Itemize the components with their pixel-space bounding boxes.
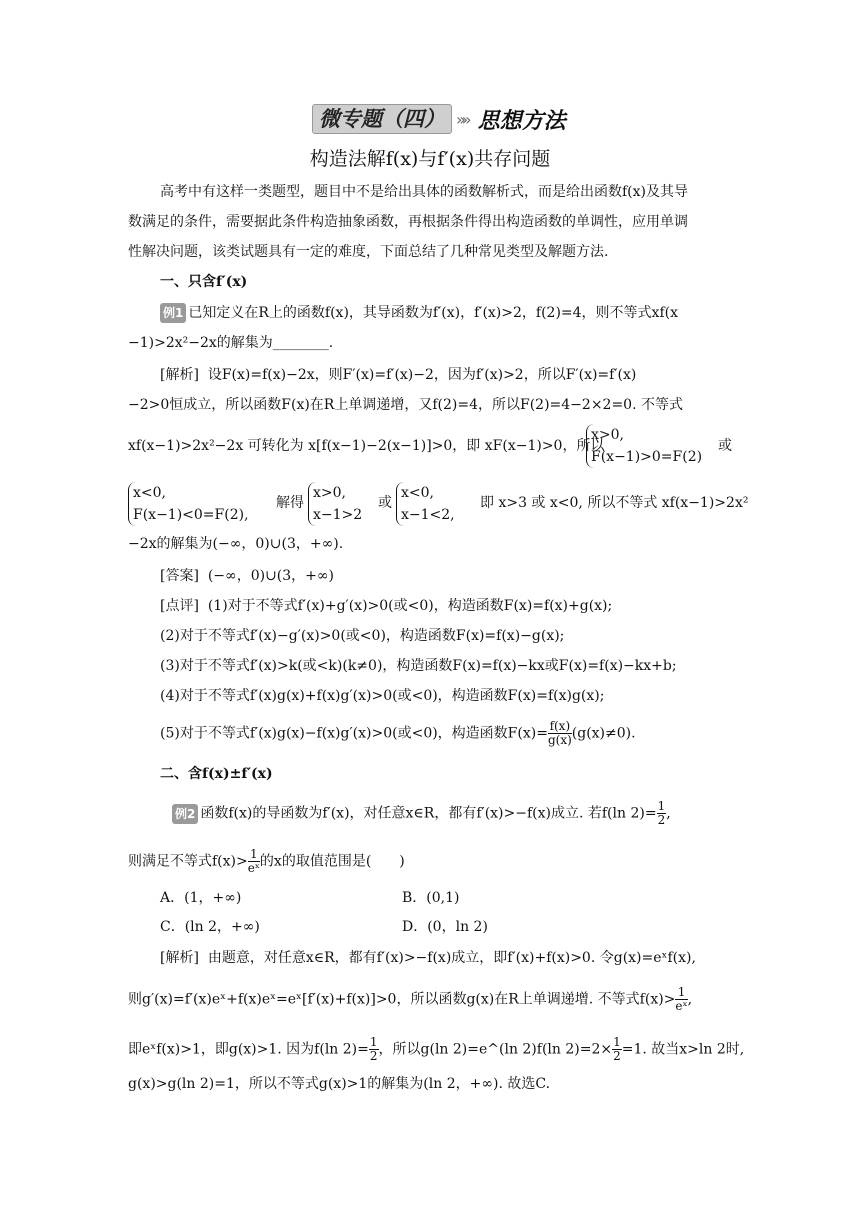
inequality-system: x<0, F(x−1)<0=F(2),	[128, 482, 249, 526]
answer-tag: [答案]	[160, 568, 199, 584]
example-badge: 例2	[172, 804, 198, 824]
option-d[interactable]: D．(0，ln 2)	[402, 919, 488, 935]
comment-line: [点评] (1)对于不等式f′(x)+g′(x)>0(或<0)，构造函数F(x)=f(x)+g(x);	[160, 598, 613, 614]
or-text: 或	[718, 438, 732, 454]
intro-line: 高考中有这样一类题型，题目中不是给出具体的函数解析式，而是给出函数f(x)及其导	[160, 184, 688, 200]
analysis1-line: xf(x−1)>2x²−2x 可转化为 x[f(x−1)−2(x−1)]>0，即 xF(x−1)>0，所以	[128, 438, 605, 454]
fraction-exp: $\frac{1}{\text{eˣ}}$	[675, 985, 688, 1013]
comment-line: (4)对于不等式f′(x)g(x)+f(x)g′(x)>0(或<0)，构造函数F(x)=f(x)g(x);	[160, 688, 605, 704]
option-a[interactable]: A．(1，+∞)	[160, 890, 242, 906]
analysis1-line: 即 x>3 或 x<0, 所以不等式 xf(x−1)>2x²	[480, 495, 749, 511]
example-badge: 例1	[160, 303, 186, 323]
inequality-system: x>0, x−1>2	[308, 482, 362, 526]
analysis2-line: 即eˣf(x)>1，即g(x)>1. 因为f(ln 2)= $\frac{1}{2}$ ，所以g(ln 2)=e^(ln 2)f(ln 2)=2× $\frac{1}{2}$ =1. 故当x>ln 2时,	[128, 1035, 745, 1063]
header-title: 思想方法	[477, 108, 566, 134]
example1-line: −1)>2x²−2x的解集为________.	[128, 335, 334, 351]
comment-line: (3)对于不等式f′(x)>k(或<k)(k≠0)，构造函数F(x)=f(x)−kx或F(x)=f(x)−kx+b;	[160, 658, 677, 674]
chevron-icon: »»	[456, 109, 468, 129]
example1-line: 例1 已知定义在R上的函数f(x)，其导函数为f′(x)，f′(x)>2，f(2)=4，则不等式xf(x	[160, 303, 678, 323]
comment-line: (2)对于不等式f′(x)−g′(x)>0(或<0)，构造函数F(x)=f(x)−g(x);	[160, 628, 565, 644]
page-subtitle: 构造法解f(x)与f′(x)共存问题	[309, 148, 551, 170]
analysis2-line: [解析] 由题意，对任意x∈R，都有f′(x)>−f(x)成立，即f′(x)+f(x)>0. 令g(x)=eˣf(x),	[160, 950, 696, 966]
fraction-half: $\frac{1}{2}$	[657, 799, 666, 827]
example2-line: 例2 函数f(x)的导函数为f′(x)，对任意x∈R，都有f′(x)>−f(x)成立. 若f(ln 2)= $\frac{1}{2}$ ,	[172, 800, 671, 827]
analysis1-line: −2x的解集为(−∞，0)∪(3，+∞).	[128, 536, 344, 552]
comment-tag: [点评]	[160, 598, 199, 614]
topic-badge: 微专题（四）	[312, 104, 452, 134]
analysis-tag: [解析]	[160, 950, 199, 966]
analysis1-line: [解析] 设F(x)=f(x)−2x，则F′(x)=f′(x)−2，因为f′(x)>2，所以F′(x)=f′(x)	[160, 367, 637, 383]
inequality-system: x<0, x−1<2,	[396, 482, 455, 526]
option-c[interactable]: C．(ln 2，+∞)	[160, 919, 260, 935]
solve-text: 解得	[276, 495, 304, 511]
intro-line: 数满足的条件，需要据此条件构造抽象函数，再根据条件得出构造函数的单调性，应用单调	[128, 214, 688, 230]
section-header	[312, 104, 566, 134]
inequality-system: x>0, F(x−1)>0=F(2)	[586, 424, 702, 468]
fraction-half: $\frac{1}{2}$	[613, 1035, 621, 1063]
comment-line: (5)对于不等式f′(x)g(x)−f(x)g′(x)>0(或<0)，构造函数F(x)= $\frac{f(x)}{g(x)}$ (g(x)≠0).	[160, 719, 636, 747]
fraction-half: $\frac{1}{2}$	[369, 1035, 378, 1063]
intro-line: 性解决问题，该类试题具有一定的难度，下面总结了几种常见类型及解题方法.	[128, 244, 609, 260]
section1-heading: 一、只含f′(x)	[160, 274, 248, 290]
analysis1-line: −2>0恒成立，所以函数F(x)在R上单调递增，又f(2)=4，所以F(2)=4−2×2=0. 不等式	[128, 397, 683, 413]
fraction: $\frac{f(x)}{g(x)}$	[547, 719, 572, 747]
option-b[interactable]: B．(0,1)	[402, 890, 460, 906]
answer-line: [答案] (−∞，0)∪(3，+∞)	[160, 568, 335, 584]
or-text: 或	[378, 495, 392, 511]
analysis-tag: [解析]	[160, 367, 199, 383]
analysis2-line: 则g′(x)=f′(x)eˣ+f(x)eˣ=eˣ[f′(x)+f(x)]>0，所以函数g(x)在R上单调递增. 不等式f(x)> $\frac{1}{\text{eˣ}}$ ,	[128, 985, 693, 1013]
analysis2-line: g(x)>g(ln 2)=1，所以不等式g(x)>1的解集为(ln 2，+∞). 故选C.	[128, 1076, 551, 1092]
section2-heading: 二、含f(x)±f′(x)	[160, 766, 273, 782]
fraction-exp: $\frac{1}{\text{eˣ}}$	[247, 847, 260, 875]
example2-line: 则满足不等式f(x)> $\frac{1}{\text{eˣ}}$ 的x的取值范围是( )	[128, 847, 405, 875]
